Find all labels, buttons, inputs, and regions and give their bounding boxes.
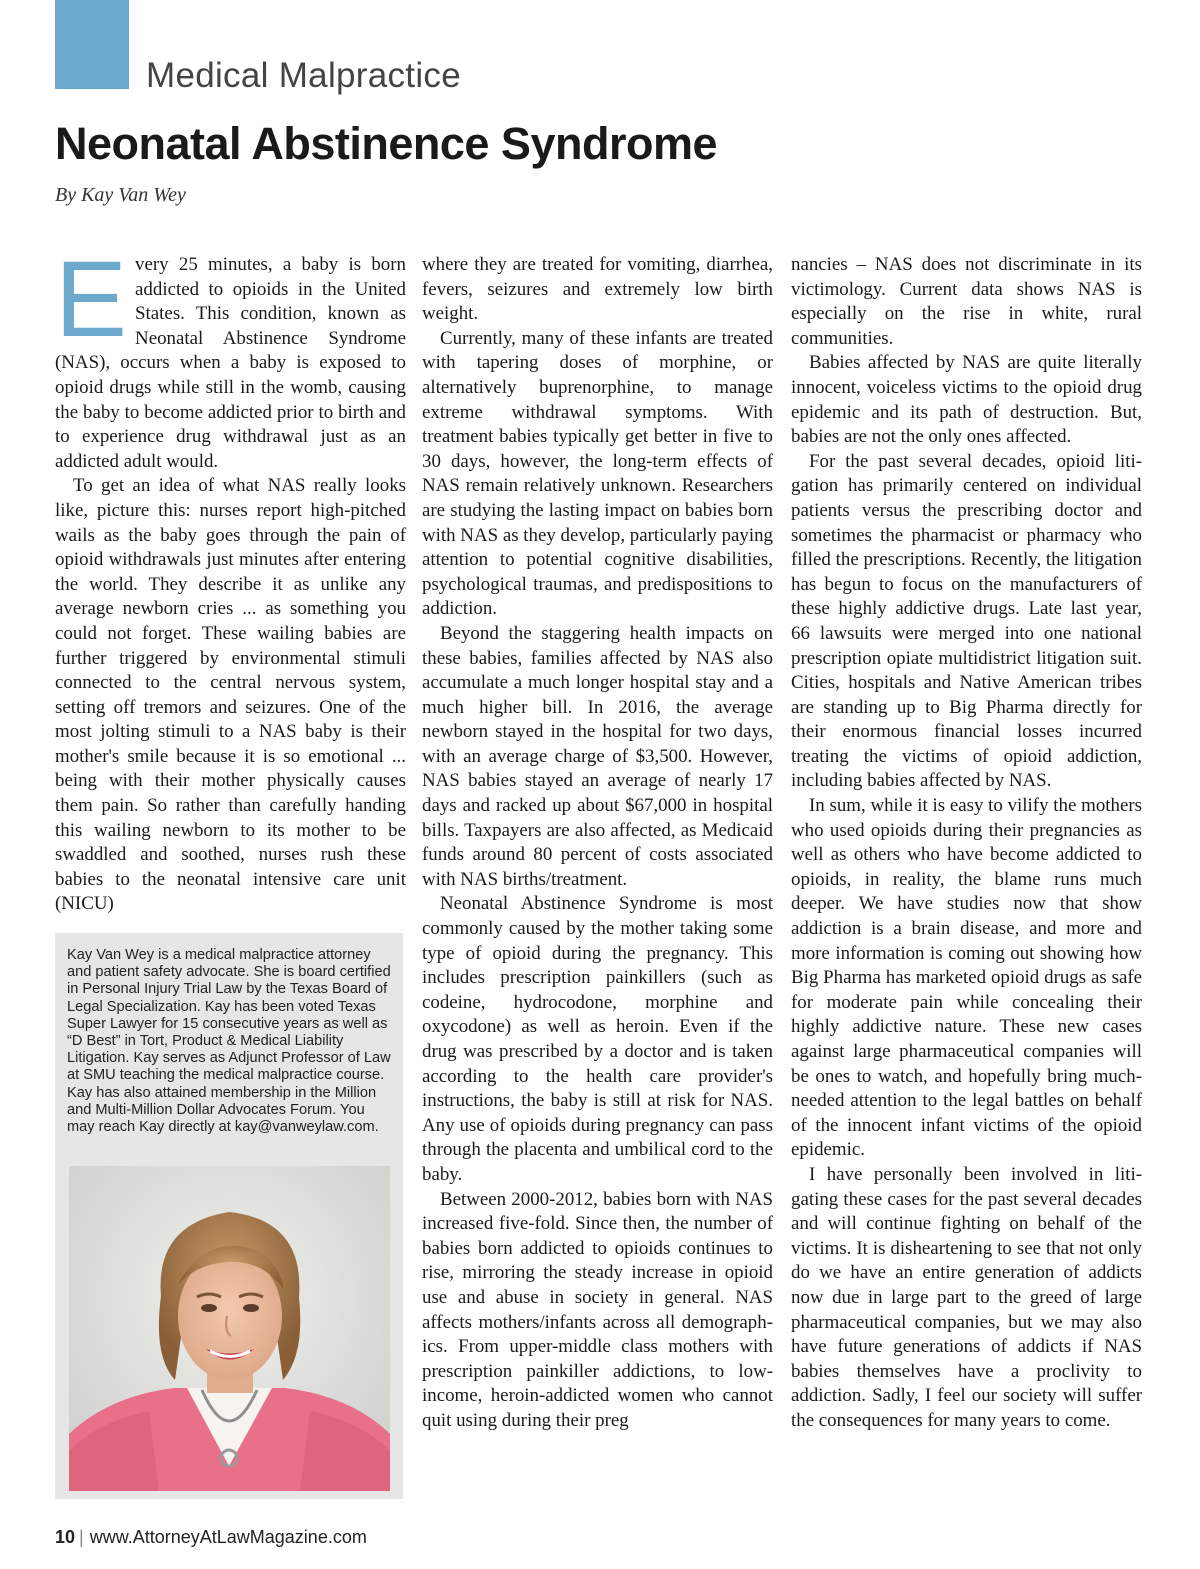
article-column-1 [55, 238, 406, 917]
article-column-2 [422, 253, 773, 1434]
section-accent-block [55, 0, 129, 89]
footer-separator: | [79, 1527, 84, 1547]
article-paragraph: Currently, many of these infants are treated with tapering doses of morphine, or alternatively buprenorphine, to manage extreme withdrawal symptoms. With treatment babies typically get better in five to 30 days, however, the long-term effects of NAS remain relatively unknown. Researchers are studying the lasting impact on babies born with NAS as they develop, particularly paying attention to potential cognitive disabilities, psychological traumas, and predispositions to addiction. [422, 327, 773, 620]
magazine-url[interactable]: www.AttorneyAtLawMagazine.com [89, 1527, 367, 1547]
article-paragraph: I have personally been involved in litigating these cases for the past several decades and will continue fighting on behalf of the victims. It is disheartening to see that not only do we have an entire generation of addicts now due in large part to the greed of large pharmaceutical companies, but we may also have future generations of addicts if NAS babies themselves have a proclivity to addiction. Sadly, I feel our society will suffer the consequences for many years to come. [791, 1163, 1142, 1431]
author-bio-box [55, 933, 403, 1499]
article-paragraph: Between 2000-2012, babies born with NAS increased five-fold. Since then, the number of babies born addicted to opioids continues to rise, mirroring the steady increase in opioid use and abuse in society in general. NAS affects mothers/infants across all demographics. From upper-middle class mothers with prescription painkiller addictions, to low-income, heroin-addicted women who cannot quit using during their preg [422, 1188, 773, 1431]
article-column-3 [791, 253, 1142, 1434]
article-paragraph: Beyond the staggering health impacts on these babies, families affected by NAS also accumulate a much longer hospital stay and a much higher bill. In 2016, the average newborn stayed in the hospital for two days, with an average charge of $3,500. However, NAS babies stayed an average of nearly 17 days and racked up about $67,000 in hospital bills. Taxpayers are also affected, as Medicaid funds around 80 percent of costs associated with NAS births/treatment. [422, 622, 773, 890]
drop-cap: E [55, 238, 128, 359]
article-paragraph: nancies – NAS does not discriminate in its victimology. Current data shows NAS is especially on the rise in white, rural communities. [791, 254, 1142, 349]
article-paragraph: Neonatal Abstinence Syndrome is most commonly caused by the mother taking some type of opioid during the pregnancy. This includes prescription painkillers (such as codeine, hydrocodone, morphine and oxycodone) as well as heroin. Even if the drug was prescribed by a doctor and is taken according to the health care provider's instructions, the baby is still at risk for NAS. Any use of opioids during pregnancy can pass through the placenta and umbilical cord to the baby. [422, 893, 773, 1185]
article-headline: Neonatal Abstinence Syndrome [55, 118, 717, 169]
article-paragraph: For the past several decades, opioid litigation has primarily centered on individual patients versus the prescribing doctor and sometimes the pharmacist or pharmacy who filled the prescriptions. Recently, the litigation has begun to focus on the manufacturers of these highly addictive drugs. Late last year, 66 lawsuits were merged into one national prescription opiate multidistrict litigation suit. Cities, hospitals and Native American tribes are standing up to Big Pharma directly for their enormous financial losses incurred treating the victims of opioid addiction, including babies affected by NAS. [791, 450, 1142, 792]
author-photo [69, 1166, 390, 1491]
author-portrait-illustration [69, 1166, 390, 1491]
article-paragraph: In sum, while it is easy to vilify the mothers who used opioids during their pregnancies as well as others who have become addicted to opioids, in reality, the blame runs much deeper. We have studies now that show addiction is a brain disease, and more and more information is coming out showing how Big Pharma has marketed opioid drugs as safe for moderate pain while concealing their highly addictive nature. These new cases against large pharmaceutical companies will be ones to watch, and hopefully bring much-needed attention to the legal battles on behalf of the innocent infant victims of the opioid epidemic. [791, 795, 1142, 1161]
author-bio-text: Kay Van Wey is a medical malpractice attorney and patient safety advocate. She is board certified in Personal Injury Trial Law by the Texas Board of Legal Specialization. Kay has been voted Texas Super Lawyer for 15 consecutive years as well as “D Best” in Tort, Product & Medical Liability Litigation. Kay serves as Adjunct Professor of Law at SMU teaching the medical malpractice course. Kay has also attained membership in the Million and Multi-Million Dollar Advocates Forum. You may reach Kay directly at kay@vanweylaw.com. [67, 947, 391, 1136]
page-footer [55, 1527, 367, 1548]
article-paragraph: Every 25 minutes, a baby is born addicted to opioids in the United States. This condition, known as Neonatal Abstinence Syndrome (NAS), occurs when a baby is exposed to opioid drugs while still in the womb, causing the baby to become addicted prior to birth and to experience drug withdrawal just as an addicted adult would. [55, 238, 406, 472]
byline: By Kay Van Wey [55, 184, 186, 206]
article-paragraph: Babies affected by NAS are quite literally innocent, voiceless victims to the opioid drug epidemic and its path of destruction. But, babies are not the only ones affected. [791, 352, 1142, 448]
page-number: 10 [55, 1527, 76, 1547]
article-paragraph: To get an idea of what NAS really looks like, picture this: nurses report high-pitched wails as the baby goes through the pain of opioid withdrawals just minutes after entering the world. They describe it as unlike any average newborn cries ... as something you could not forget. These wailing babies are further triggered by environmental stimuli connected to the central nervous system, setting off tremors and seizures. One of the most jolting stimuli to a NAS baby is their mother's smile because it is so emotional ... being with their mother physically causes them pain. So rather than carefully handing this wailing newborn to its mother to be swaddled and soothed, nurses rush these babies to the neonatal intensive care unit (NICU) [55, 475, 406, 915]
article-paragraph: where they are treated for vomiting, diarrhea, fevers, seizures and extremely low birth weight. [422, 254, 773, 325]
section-label: Medical Malpractice [146, 56, 461, 95]
